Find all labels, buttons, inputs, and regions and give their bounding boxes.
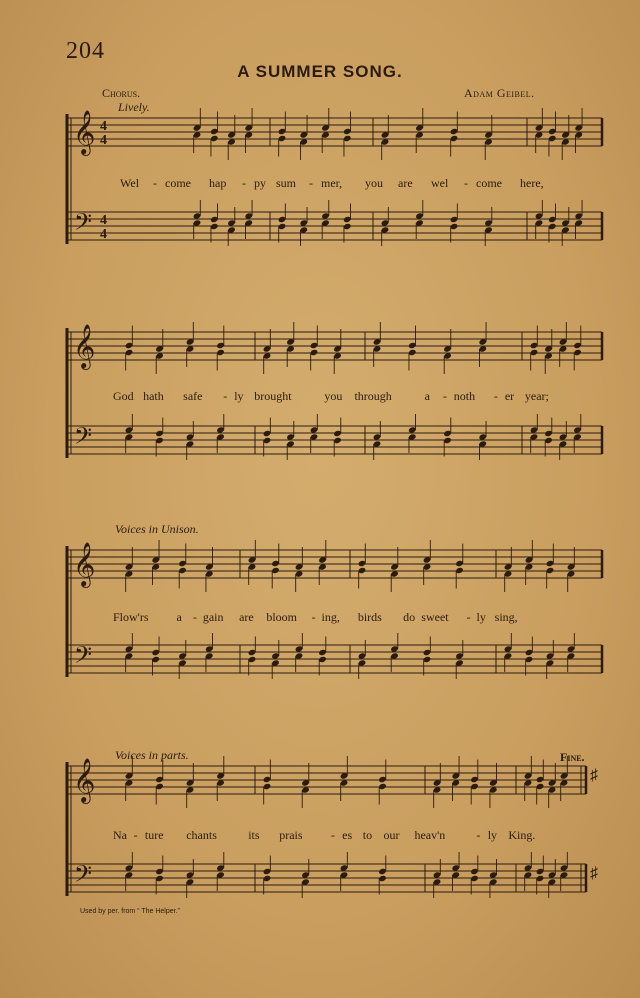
lyric-hyphen: - (442, 389, 447, 403)
permission-credit: Used by per. from “ The Helper.” (80, 908, 180, 915)
lyric-syllable: you (324, 389, 343, 403)
lyric-syllable: here, (520, 176, 544, 190)
lyric-syllable: come (476, 176, 502, 190)
lyric-hyphen: - (242, 176, 246, 190)
lyric-syllable: ly (234, 389, 244, 403)
bass-clef: 𝄢 (74, 860, 93, 893)
direction-unison: Voices in Unison. (115, 522, 199, 536)
lyric-hyphen: - (309, 176, 313, 190)
tempo-marking: Lively. (118, 100, 150, 114)
lyric-syllable: sum (276, 176, 297, 190)
lyric-syllable: es (342, 828, 353, 842)
lyric-syllable: a (424, 389, 430, 403)
chorus-label: Chorus. (102, 86, 141, 100)
treble-clef: 𝄞 (73, 324, 96, 368)
lyric-syllable: through (354, 389, 392, 403)
lyric-syllable: ly (476, 610, 486, 624)
lyric-syllable: our (383, 828, 400, 842)
lyric-syllable: ly (487, 828, 498, 842)
treble-clef: 𝄞 (73, 758, 96, 802)
lyric-syllable: heav'n (414, 828, 446, 842)
lyric-hyphen: - (223, 389, 228, 403)
lyric-syllable: to (362, 828, 373, 842)
lyric-syllable: are (398, 176, 413, 190)
lyric-syllable: sweet (421, 610, 449, 624)
page-number: 204 (66, 38, 105, 64)
treble-clef: 𝄞 (73, 542, 96, 586)
lyric-hyphen: - (330, 828, 335, 842)
time-signature: 4 (100, 213, 107, 228)
lyric-syllable: ture (144, 828, 164, 842)
lyric-hyphen: - (493, 389, 498, 403)
bass-clef: 𝄢 (74, 641, 93, 674)
lyric-hyphen: - (464, 176, 468, 190)
lyric-syllable: noth (453, 389, 476, 403)
lyric-syllable: brought (254, 389, 292, 403)
direction-parts: Voices in parts. (115, 748, 189, 762)
lyric-hyphen: - (476, 828, 481, 842)
bass-clef: 𝄢 (74, 422, 93, 455)
composer-credit: Adam Geibel. (464, 86, 535, 100)
treble-clef: 𝄞 (73, 110, 96, 154)
lyric-syllable: God (113, 389, 134, 403)
lyric-syllable: hath (143, 389, 164, 403)
lyric-syllable: year; (524, 389, 549, 403)
lyric-syllable: mer, (321, 176, 343, 190)
lyric-syllable: bloom (266, 610, 297, 624)
lyric-syllable: chants (186, 828, 217, 842)
lyric-syllable: birds (357, 610, 382, 624)
lyric-syllable: ing, (321, 610, 340, 624)
lyric-hyphen: - (466, 610, 471, 624)
lyric-hyphen: - (133, 828, 138, 842)
lyric-syllable: gain (202, 610, 224, 624)
lyric-hyphen: - (192, 610, 197, 624)
lyric-syllable: hap (209, 176, 227, 190)
time-signature: 4 (100, 227, 107, 242)
sharp-sign: ♯ (590, 767, 598, 784)
fine-marking: Fine. (560, 750, 585, 764)
lyric-syllable: er (504, 389, 515, 403)
lyric-syllable: a (176, 610, 182, 624)
lyric-syllable: its (248, 828, 260, 842)
lyric-syllable: you (365, 176, 383, 190)
time-signature: 4 (100, 119, 107, 134)
lyric-syllable: King. (508, 828, 536, 842)
lyric-syllable: Flow'rs (113, 610, 149, 624)
lyric-syllable: prais (279, 828, 303, 842)
lyric-syllable: wel (431, 176, 449, 190)
lyric-hyphen: - (153, 176, 157, 190)
lyric-syllable: safe (183, 389, 203, 403)
sharp-sign: ♯ (590, 865, 598, 882)
lyric-syllable: Wel (120, 176, 140, 190)
lyric-hyphen: - (311, 610, 316, 624)
lyric-syllable: sing, (494, 610, 518, 624)
lyric-syllable: py (254, 176, 266, 190)
lyric-syllable: are (239, 610, 254, 624)
lyric-syllable: Na (113, 828, 127, 842)
time-signature: 4 (100, 133, 107, 148)
song-title: A SUMMER SONG. (237, 62, 403, 81)
lyric-syllable: come (165, 176, 191, 190)
lyric-syllable: do (403, 610, 416, 624)
bass-clef: 𝄢 (74, 208, 93, 241)
